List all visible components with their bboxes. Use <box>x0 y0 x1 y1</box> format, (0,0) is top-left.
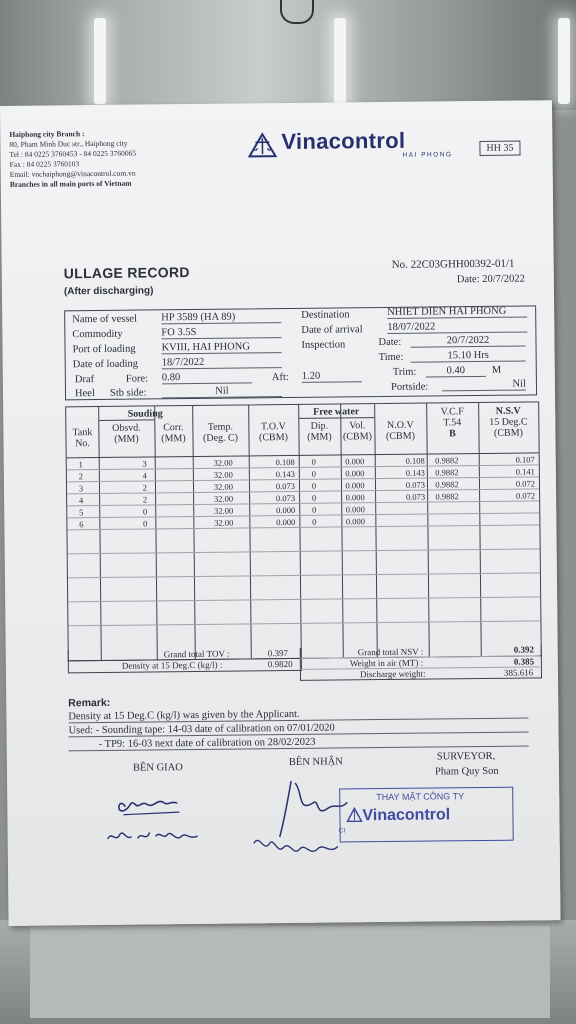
ceiling-light <box>334 18 346 104</box>
commodity-label: Commodity <box>72 328 123 341</box>
header-nsv: N.S.V 15 Deg.C (CBM) <box>489 405 528 439</box>
branch-email: Email: vnchaiphong@vinacontrol.com.vn <box>9 168 136 179</box>
discharge-label: Discharge weight: <box>359 668 426 680</box>
branch-tel: Tel : 84 0225 3760453 - 84 0225 3760065 <box>9 148 137 159</box>
destination-value: NHIET DIEN HAI PHONG <box>387 305 527 318</box>
document-date: Date: 20/7/2022 <box>456 273 525 286</box>
discharge-value: 385.616 <box>503 667 534 678</box>
destination-label: Destination <box>301 309 350 321</box>
ceiling-light <box>558 18 570 104</box>
branch-fax: Fax : 84 0225 3760103 <box>9 159 80 169</box>
totals-block <box>68 645 540 682</box>
remark-line-2: Used: - Sounding tape: 14-03 date of calibration on 07/01/2020 <box>68 720 528 737</box>
fore-label: Fore: <box>125 373 149 385</box>
giver-label: BÊN GIAO <box>132 762 183 774</box>
trim-unit: M <box>491 364 502 376</box>
arrival-value: 18/07/2022 <box>387 320 527 333</box>
grand-tov-label: Grand total TOV : <box>163 648 230 660</box>
table-row: 4 2 32.00 0.073 0 0.000 0.073 0.9882 0.072 <box>78 490 536 506</box>
header-nov: N.O.V (CBM) <box>385 419 415 442</box>
fore-value: 0.80 <box>162 371 252 384</box>
stamp-logo-text: Vinacontrol <box>362 806 451 825</box>
aft-value: 1.20 <box>302 370 362 383</box>
header-tank: Tank No. <box>72 427 93 450</box>
vinacontrol-logo <box>247 127 453 159</box>
background-desk <box>0 920 576 1024</box>
weight-label: Weight in air (MT) : <box>349 657 424 669</box>
surveyor-label: SURVEYOR, <box>436 750 496 763</box>
remark-line-1: Density at 15 Deg.C (kg/l) was given by the Applicant. <box>68 707 528 724</box>
table-row: 1 3 32.00 0.108 0 0.000 0.108 0.9882 0.107 <box>78 454 535 470</box>
document-number: No. 22C03GHH00392-01/1 <box>391 257 515 271</box>
commodity-value: FO 3.5S <box>161 326 281 339</box>
trim-label: Trim: <box>392 366 417 378</box>
form-code: HH 35 <box>479 141 520 156</box>
date-loading-value: 18/7/2022 <box>162 356 282 369</box>
table-row: 3 2 32.00 0.073 0 0.000 0.073 0.9882 0.072 <box>78 478 536 494</box>
arrival-label: Date of arrival <box>301 324 363 336</box>
stb-label: Stb side: <box>109 387 147 399</box>
date-loading-label: Date of loading <box>72 358 139 371</box>
inspection-date-label: Date: <box>378 336 402 349</box>
branch-note: Branches in all main ports of Vietnam <box>9 178 132 189</box>
receiver-label: BÊN NHẬN <box>288 756 343 769</box>
density-value: 0.9820 <box>267 658 293 670</box>
branch-name: Haiphong city Branch : <box>9 129 85 139</box>
grand-nsv-value: 0.392 <box>513 644 535 655</box>
grand-tov-value: 0.397 <box>267 648 289 659</box>
receiver-signature <box>243 772 354 873</box>
trim-value: 0.40 <box>426 365 486 378</box>
weight-value: 0.385 <box>513 656 535 667</box>
ullage-table <box>65 401 542 661</box>
vessel-value: HP 3589 (HA 89) <box>161 311 281 324</box>
inspection-date-value: 20/7/2022 <box>410 335 525 348</box>
header-tov: T.O.V (CBM) <box>258 421 288 444</box>
background-ceiling <box>0 0 576 110</box>
remark-line-3: - TP9: 16-03 next date of calibration on 28/02/2023 <box>69 734 529 751</box>
stb-value: Nil <box>162 385 282 398</box>
aft-label: Aft: <box>271 371 289 384</box>
header-corr: Corr. (MM) <box>161 422 186 445</box>
header-temp: Temp. (Deg. C) <box>202 421 239 444</box>
heel-label: Heel <box>74 388 95 400</box>
ullage-record-document <box>0 100 561 926</box>
grand-nsv-label: Grand total NSV : <box>357 646 424 658</box>
remark-title: Remark: <box>68 696 111 710</box>
scales-icon <box>247 132 277 158</box>
surveyor-name: Pham Quy Son <box>434 765 499 778</box>
vessel-label: Name of vessel <box>72 313 138 326</box>
table-row: 6 0 32.00 0.000 0 0.000 <box>79 516 365 530</box>
portside-value: Nil <box>442 379 526 392</box>
branch-address: 80, Pham Minh Duc str., Haiphong city <box>9 138 128 149</box>
company-stamp <box>339 787 514 843</box>
draft-label: Draf <box>74 374 95 386</box>
header-obsvd: Obsvd. (MM) <box>112 422 141 445</box>
table-row: 5 0 32.00 0.000 0 0.000 <box>79 504 365 518</box>
remark-block <box>68 693 529 752</box>
density-label: Density at 15 Deg.C (kg/l) : <box>121 659 223 671</box>
ceiling-light <box>94 18 106 104</box>
portside-label: Portside: <box>390 381 429 393</box>
stamp-line-1: THAY MẶT CÔNG TY <box>376 791 465 803</box>
stamp-scales-icon <box>346 807 362 822</box>
vessel-info-box <box>64 305 537 400</box>
giver-signature <box>97 786 218 857</box>
hanging-clip <box>280 0 314 24</box>
header-dip: Dip. (MM) <box>307 420 332 443</box>
document-subtitle: (After discharging) <box>63 285 154 298</box>
branch-info <box>9 129 136 190</box>
logo-subtext: HAI PHONG <box>402 151 453 159</box>
document-title: ULLAGE RECORD <box>63 264 190 282</box>
time-value: 15.10 Hrs <box>411 350 526 363</box>
logo-text: Vinacontrol <box>281 127 406 155</box>
header-vol: Vol. (CBM) <box>342 420 372 443</box>
header-free-water: Free water <box>313 406 360 418</box>
stamp-ci: CI <box>338 827 346 835</box>
header-vcf: V.C.F T.54 B <box>440 406 464 440</box>
time-label: Time: <box>378 351 404 364</box>
port-label: Port of loading <box>72 343 136 356</box>
table-row: 2 4 32.00 0.143 0 0.000 0.143 0.9882 0.141 <box>78 466 535 482</box>
header-souding: Souding <box>127 408 163 420</box>
port-value: KVIII, HAI PHONG <box>161 341 281 354</box>
inspection-label: Inspection <box>301 339 346 351</box>
